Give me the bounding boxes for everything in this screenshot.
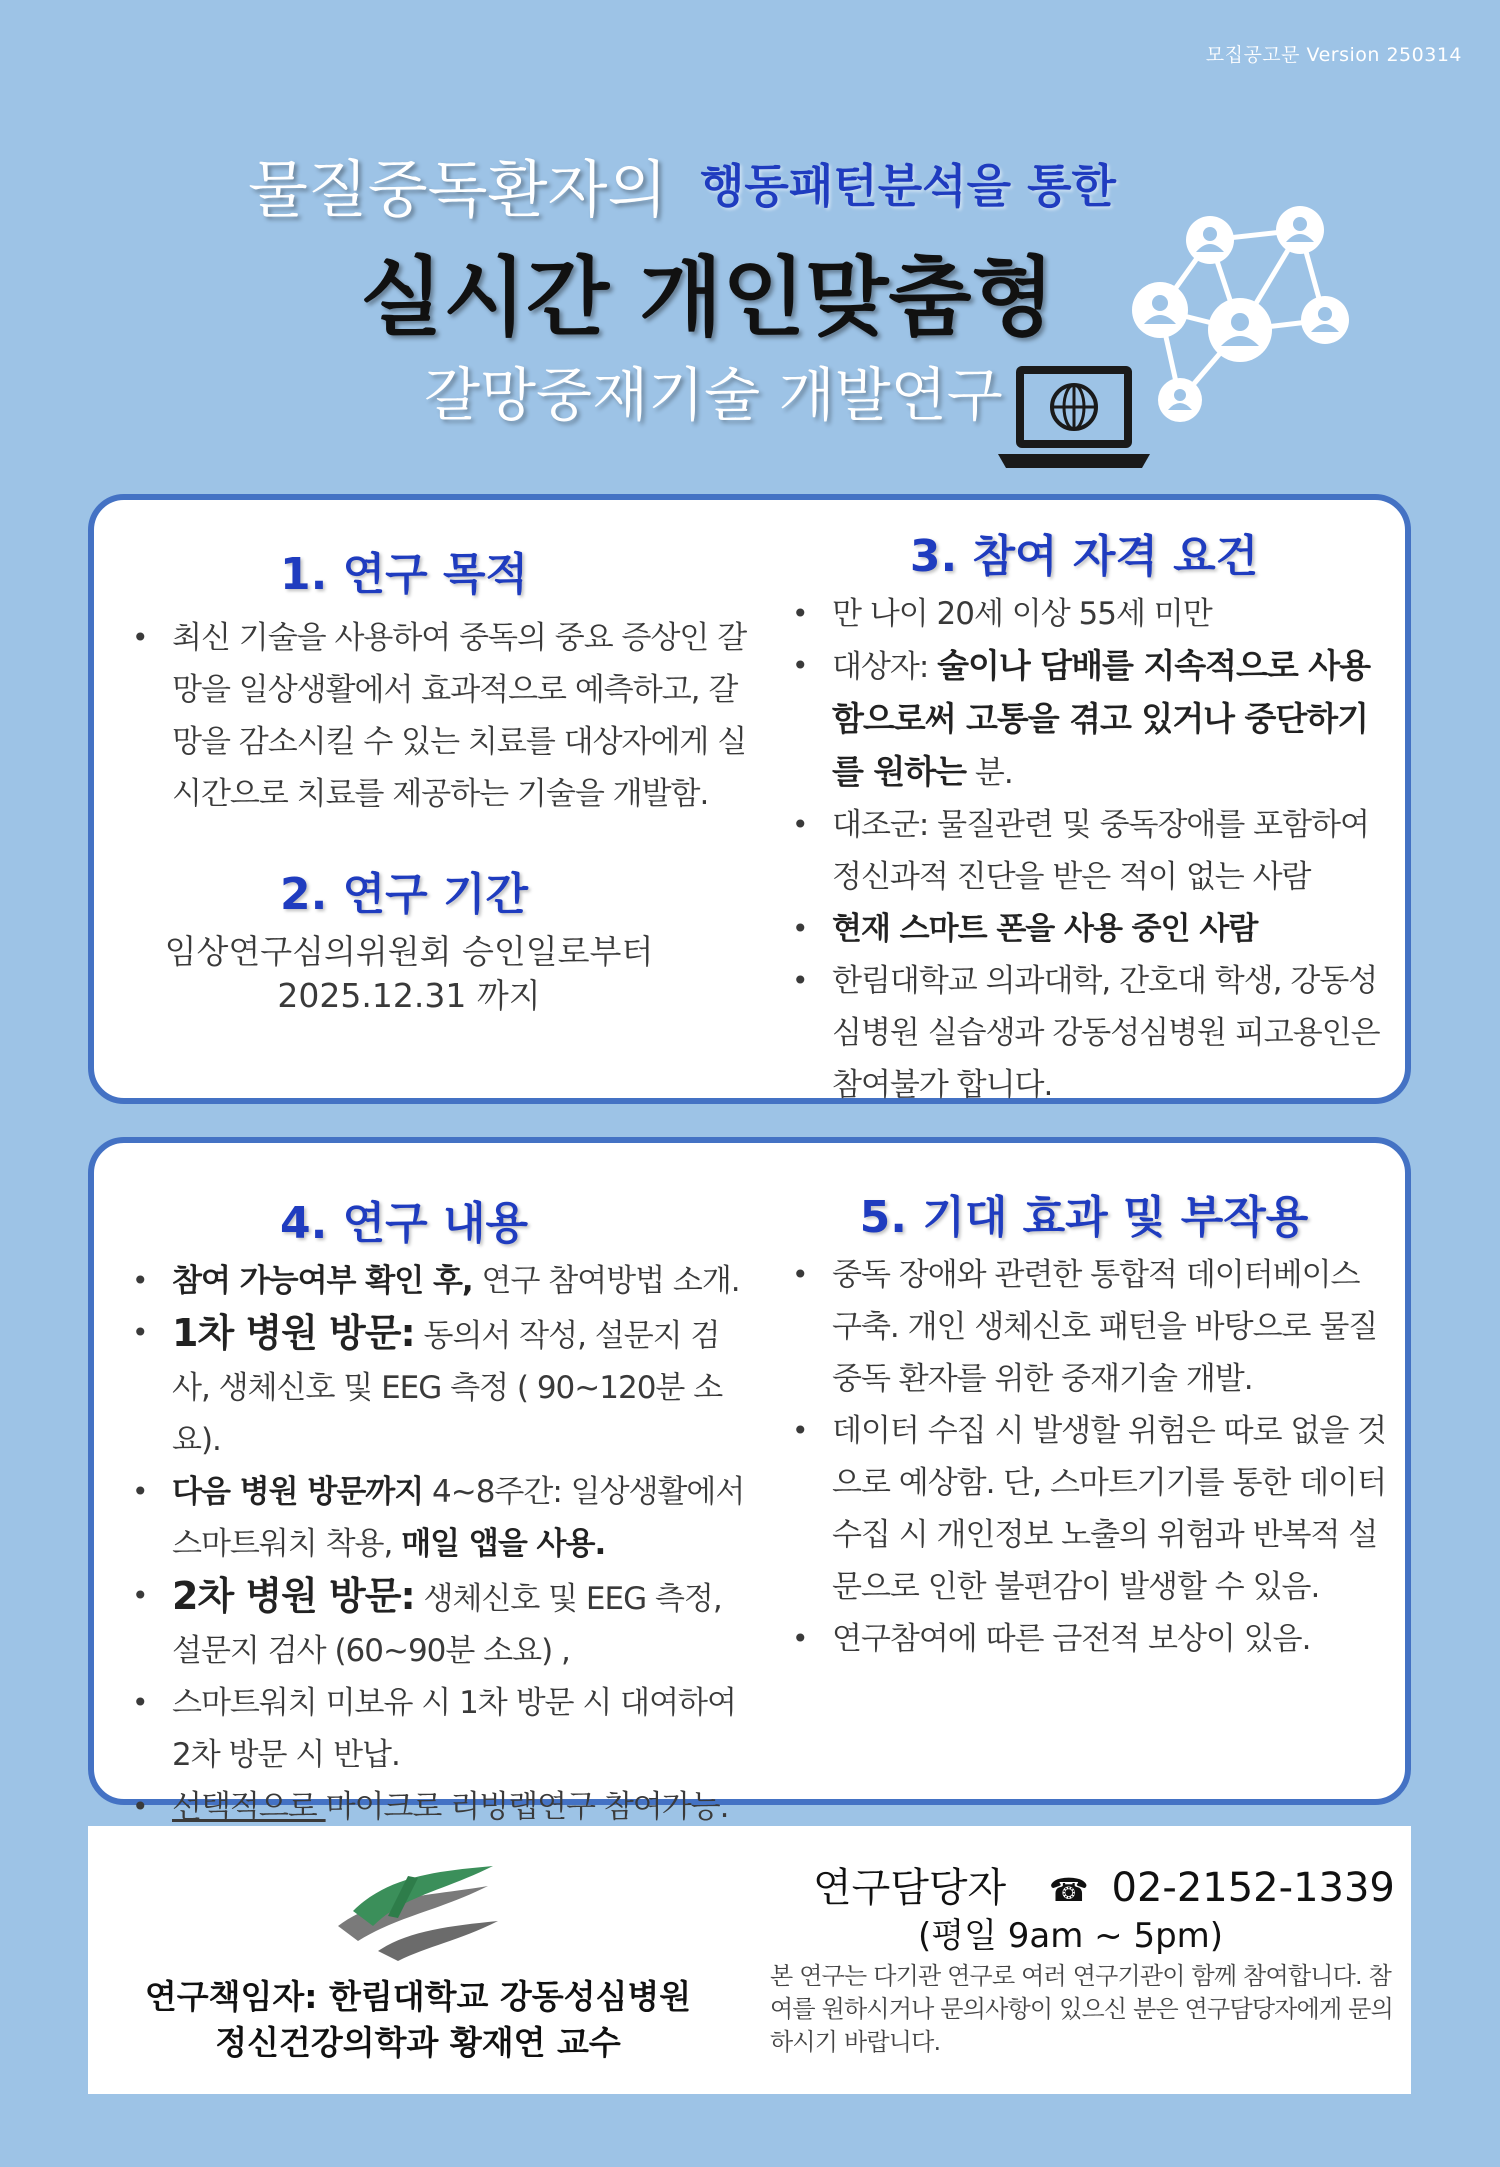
content-column (114, 1143, 754, 1833)
title-line1-white: 물질중독환자의 (248, 153, 668, 226)
laptop-globe-icon (994, 358, 1154, 488)
contact-label: 연구담당자 (813, 1865, 1007, 1911)
phone-number[interactable]: 02-2152-1339 (1111, 1865, 1395, 1911)
list-item: • 1차 병원 방문: 동의서 작성, 설문지 검사, 생체신호 및 EEG 측정 ( 90~120분 소요). (114, 1307, 754, 1466)
eligibility-column (774, 500, 1394, 1111)
purpose-list (114, 612, 754, 820)
people-network-icon (1120, 200, 1370, 430)
content-heading: 4. 연구 내용 (280, 1198, 528, 1249)
list-item: • 한림대학교 의과대학, 간호대 학생, 강동성심병원 실습생과 강동성심병원 피고용인은 참여불가 합니다. (774, 955, 1394, 1111)
effects-column (774, 1143, 1394, 1665)
contact-heading (813, 1856, 1395, 1913)
list-item: • 현재 스마트 폰을 사용 중인 사람 (774, 903, 1394, 955)
title-line3: 갈망중재기술 개발연구 (424, 361, 1003, 429)
hospital-logo (318, 1856, 508, 1966)
list-item: • 스마트워치 미보유 시 1차 방문 시 대여하여 2차 방문 시 반납. (114, 1677, 754, 1781)
effects-list (774, 1249, 1394, 1665)
info-panel-top (88, 494, 1411, 1104)
effects-heading: 5. 기대 효과 및 부작용 (859, 1192, 1309, 1243)
page-title: 실시간 개인맞춤형 (360, 248, 1055, 348)
list-item: • 중독 장애와 관련한 통합적 데이터베이스 구축. 개인 생체신호 패턴을 바탕으로 물질 중독 환자를 위한 중재기술 개발. (774, 1249, 1394, 1405)
content-list (114, 1255, 754, 1833)
list-item: • 대조군: 물질관련 및 중독장애를 포함하여 정신과적 진단을 받은 적이 없는 사람 (774, 799, 1394, 903)
purpose-period-column (114, 500, 754, 1018)
list-item: • 연구참여에 따른 금전적 보상이 있음. (774, 1613, 1394, 1665)
period-line2: 2025.12.31 까지 (277, 976, 541, 1015)
footer (88, 1826, 1411, 2094)
period-heading: 2. 연구 기간 (280, 869, 528, 920)
info-panel-bottom (88, 1137, 1411, 1825)
pi-line2: 정신건강의학과 황재연 교수 (215, 2023, 621, 2062)
list-item: • 대상자: 술이나 담배를 지속적으로 사용함으로써 고통을 겪고 있거나 중단하기를 원하는 분. (774, 640, 1394, 799)
purpose-heading: 1. 연구 목적 (280, 549, 528, 600)
list-item: • 데이터 수집 시 발생할 위험은 따로 없을 것으로 예상함. 단, 스마트기기를 통한 데이터 수집 시 개인정보 노출의 위험과 반복적 설문으로 인한 불편감이 발생할 수 있음. (774, 1405, 1394, 1613)
list-item: • 선택적으로 마이크로 리빙랩연구 참여가능. (114, 1781, 754, 1833)
list-item: • 다음 병원 방문까지 4~8주간: 일상생활에서 스마트워치 착용, 매일 앱을 사용. (114, 1466, 754, 1570)
hero-title-area (0, 130, 1500, 490)
period-line1: 임상연구심의위원회 승인일로부터 (164, 932, 654, 971)
list-item: • 참여 가능여부 확인 후, 연구 참여방법 소개. (114, 1255, 754, 1307)
title-line1-blue: 행동패턴분석을 통한 (700, 159, 1116, 213)
eligibility-list (774, 588, 1394, 1111)
list-item: • 만 나이 20세 이상 55세 미만 (774, 588, 1394, 640)
principal-investigator (138, 1974, 698, 2066)
eligibility-heading: 3. 참여 자격 요건 (909, 531, 1259, 582)
contact-note: 본 연구는 다기관 연구로 여러 연구기관이 함께 참여합니다. 참여를 원하시거나 문의사항이 있으신 분은 연구담당자에게 문의하시기 바랍니다. (770, 1962, 1393, 2056)
list-item: • 2차 병원 방문: 생체신호 및 EEG 측정, 설문지 검사 (60~90분 소요) , (114, 1570, 754, 1677)
phone-icon: ☎ (1048, 1871, 1089, 1909)
version-label: 모집공고문 Version 250314 (1205, 44, 1462, 66)
list-item: • 최신 기술을 사용하여 중독의 중요 증상인 갈망을 일상생활에서 효과적으로 예측하고, 갈망을 감소시킬 수 있는 치료를 대상자에게 실시간으로 치료를 제공하는 기술을 개발함. (114, 612, 754, 820)
contact-hours: (평일 9am ~ 5pm) (918, 1916, 1224, 1956)
pi-line1: 연구책임자: 한림대학교 강동성심병원 (144, 1977, 692, 2016)
